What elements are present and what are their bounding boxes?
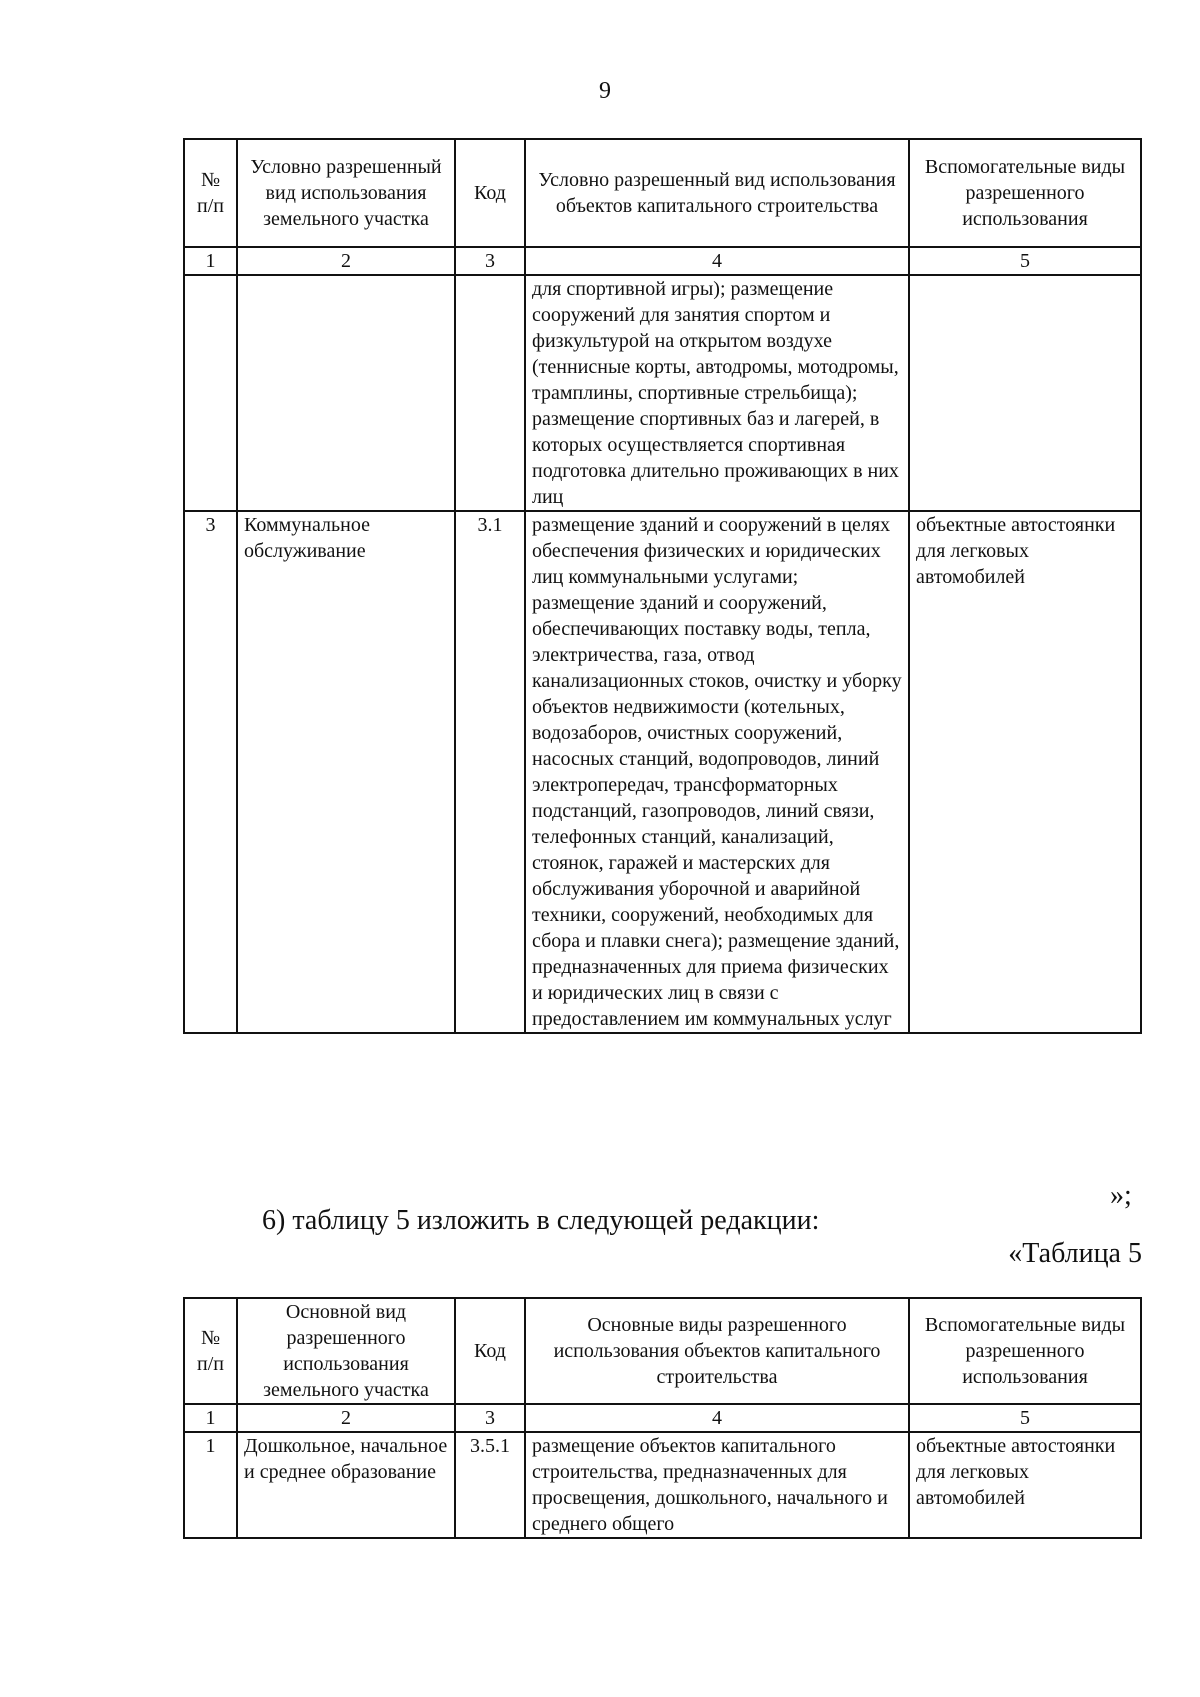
header-num: № п/п xyxy=(184,1298,237,1404)
header-building-use: Основные виды разрешенного использования объектов капитального строительства xyxy=(525,1298,909,1404)
col-number: 5 xyxy=(909,247,1141,275)
table-row xyxy=(184,511,1141,1033)
table-header-row xyxy=(184,139,1141,247)
header-code: Код xyxy=(455,1298,525,1404)
table-5-title: «Таблица 5 xyxy=(1008,1238,1142,1269)
cell-num: 3 xyxy=(184,511,237,1033)
col-number: 1 xyxy=(184,247,237,275)
table-row xyxy=(184,1432,1141,1538)
cell-building-use: для спортивной игры); размещение сооружений для занятия спортом и физкультурой на открытом воздухе (теннисные корты, автодромы, мотодромы, трамплины, спортивные стрельбища); размещение спортивных баз и лагерей, в которых осуществляется спортивная подготовка длительно проживающих в них лиц xyxy=(525,275,909,511)
col-number: 2 xyxy=(237,247,455,275)
header-code: Код xyxy=(455,139,525,247)
cell-aux-use xyxy=(909,275,1141,511)
column-number-row xyxy=(184,1404,1141,1432)
page-number: 9 xyxy=(599,78,611,104)
cell-code: 3.1 xyxy=(455,511,525,1033)
table-5-main-uses xyxy=(183,1297,1142,1539)
header-aux-use: Вспомогательные виды разрешенного использования xyxy=(909,1298,1141,1404)
column-number-row xyxy=(184,247,1141,275)
closing-quote: »; xyxy=(1110,1180,1132,1211)
table-row xyxy=(184,275,1141,511)
col-number: 3 xyxy=(455,247,525,275)
cell-land-use xyxy=(237,275,455,511)
table-conditional-uses xyxy=(183,138,1142,1034)
col-number: 4 xyxy=(525,247,909,275)
col-number: 2 xyxy=(237,1404,455,1432)
cell-aux-use: объектные автостоянки для легковых автомобилей xyxy=(909,1432,1141,1538)
cell-num xyxy=(184,275,237,511)
cell-code xyxy=(455,275,525,511)
cell-building-use: размещение зданий и сооружений в целях обеспечения физических и юридических лиц коммунальными услугами; размещение зданий и сооружений, обеспечивающих поставку воды, тепла, электричества, газа, отвод канализационных стоков, очистку и уборку объектов недвижимости (котельных, водозаборов, очистных сооружений, насосных станций, водопроводов, линий электропередач, трансформаторных подстанций, газопроводов, линий связи, телефонных станций, канализаций, стоянок, гаражей и мастерских для обслуживания уборочной и аварийной техники, сооружений, необходимых для сбора и плавки снега); размещение зданий, предназначенных для приема физических и юридических лиц в связи с предоставлением им коммунальных услуг xyxy=(525,511,909,1033)
cell-building-use: размещение объектов капитального строительства, предназначенных для просвещения, дошкольного, начального и среднего общего xyxy=(525,1432,909,1538)
col-number: 5 xyxy=(909,1404,1141,1432)
cell-num: 1 xyxy=(184,1432,237,1538)
header-aux-use: Вспомогательные виды разрешенного использования xyxy=(909,139,1141,247)
col-number: 4 xyxy=(525,1404,909,1432)
header-land-use: Условно разрешенный вид использования земельного участка xyxy=(237,139,455,247)
header-num: № п/п xyxy=(184,139,237,247)
header-land-use: Основной вид разрешенного использования земельного участка xyxy=(237,1298,455,1404)
header-building-use: Условно разрешенный вид использования объектов капитального строительства xyxy=(525,139,909,247)
table-header-row xyxy=(184,1298,1141,1404)
amendment-instruction: 6) таблицу 5 изложить в следующей редакции: xyxy=(262,1205,820,1236)
cell-land-use: Дошкольное, начальное и среднее образование xyxy=(237,1432,455,1538)
cell-aux-use: объектные автостоянки для легковых автомобилей xyxy=(909,511,1141,1033)
col-number: 3 xyxy=(455,1404,525,1432)
cell-land-use: Коммунальное обслуживание xyxy=(237,511,455,1033)
cell-code: 3.5.1 xyxy=(455,1432,525,1538)
col-number: 1 xyxy=(184,1404,237,1432)
